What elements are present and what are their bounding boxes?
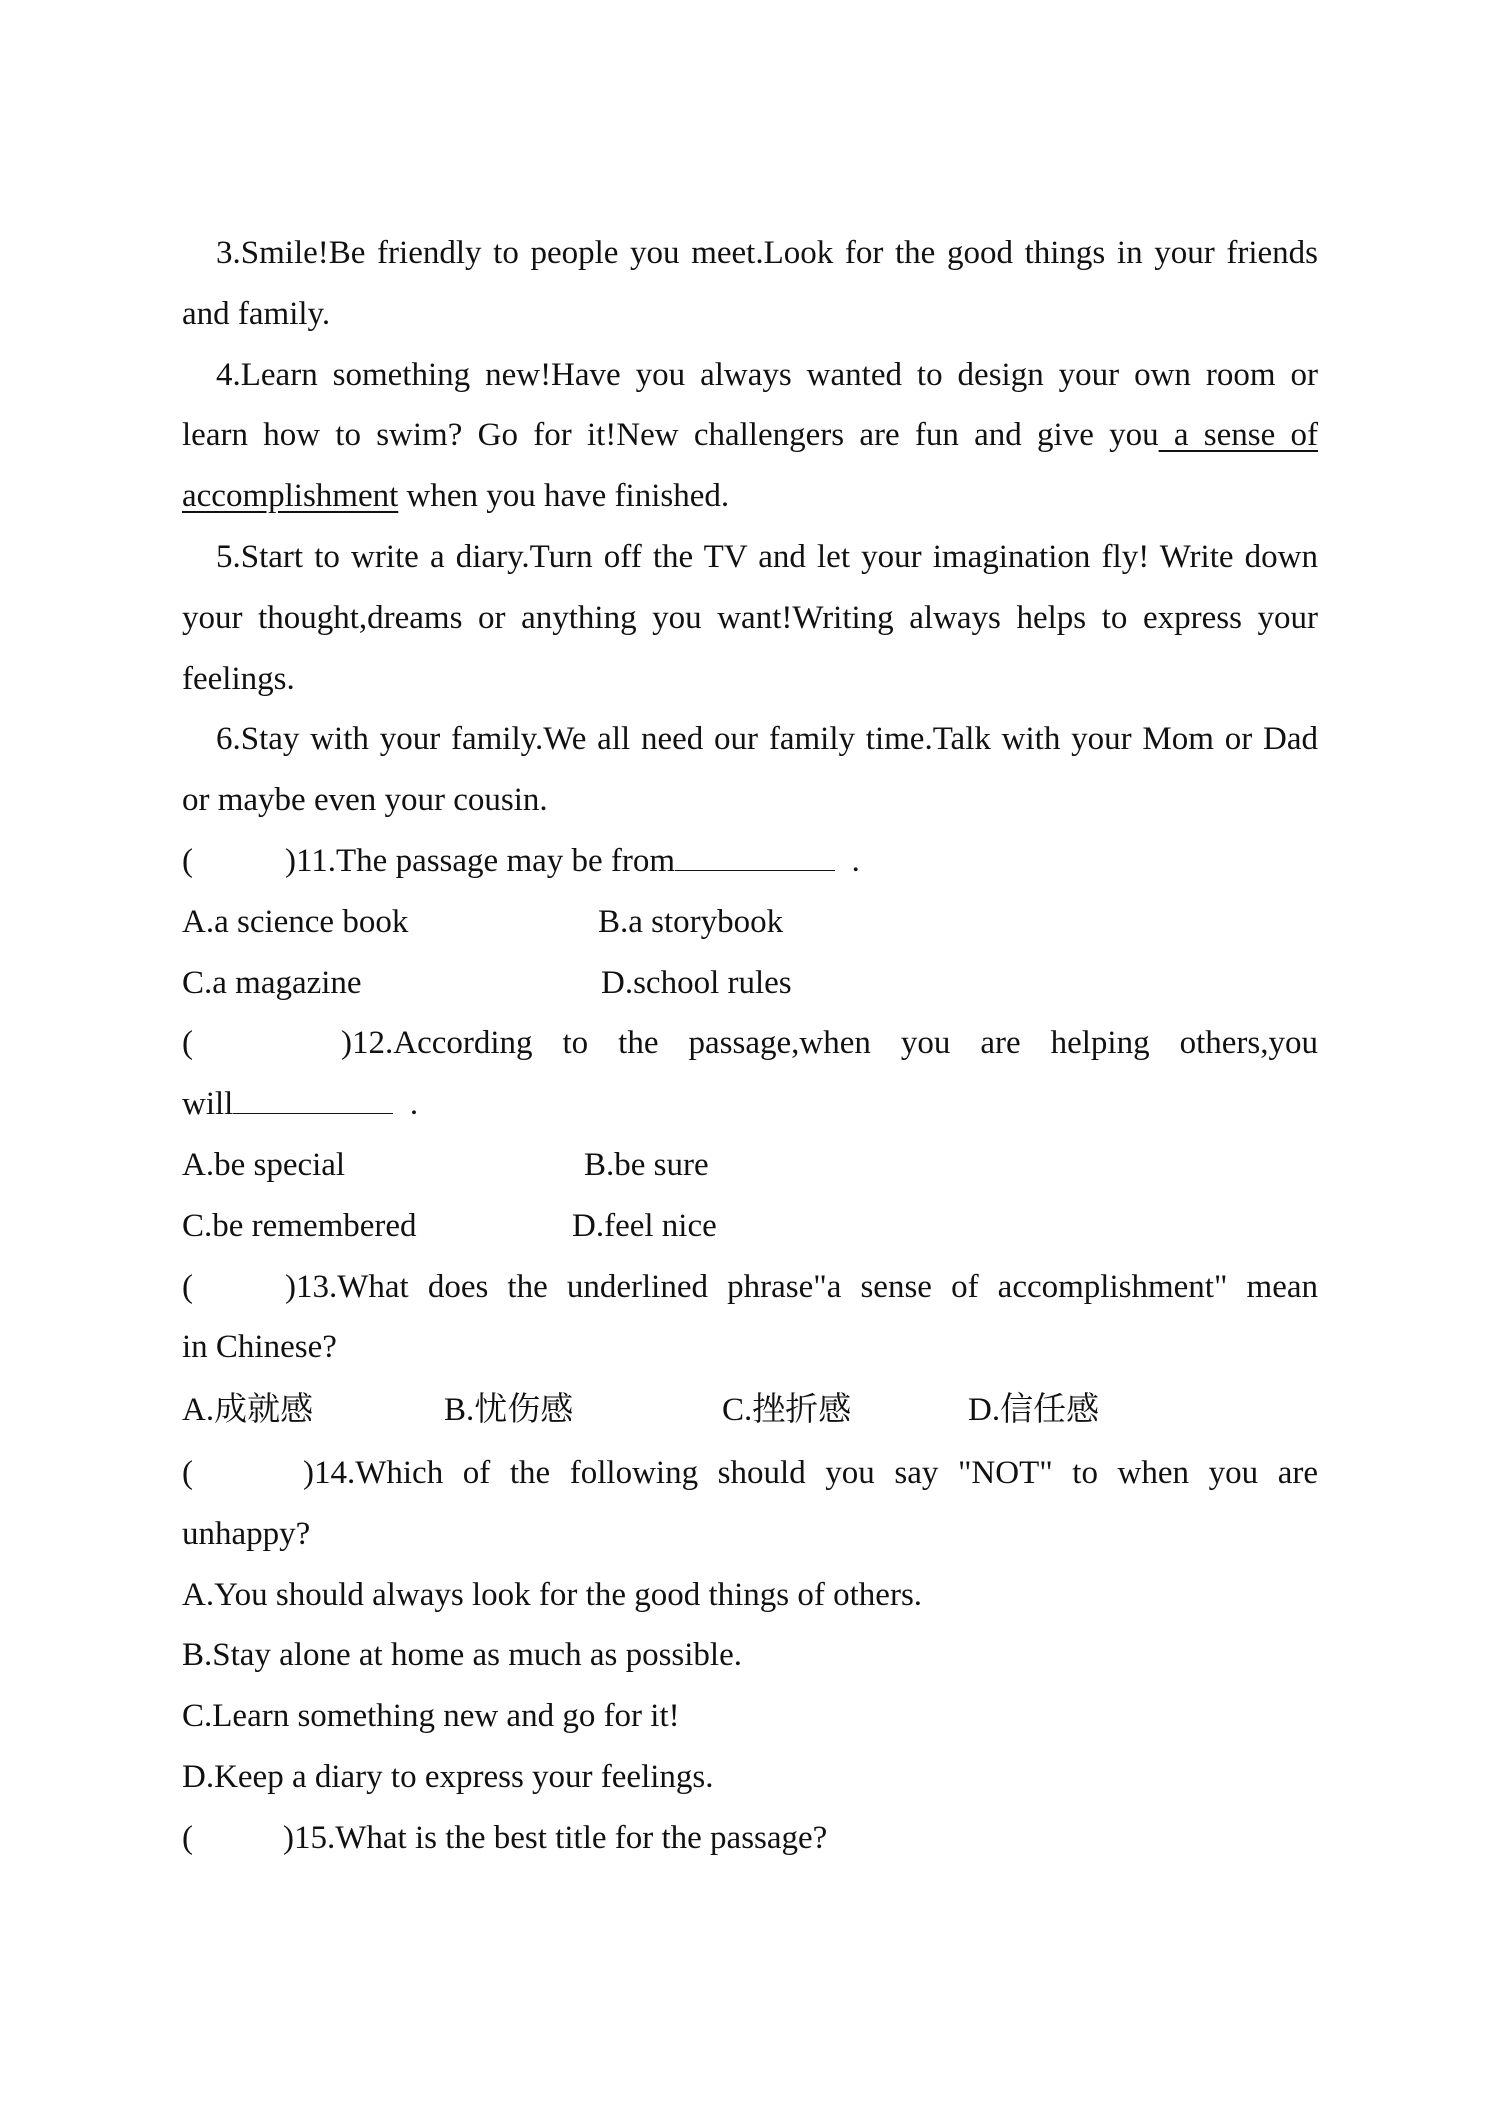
question-12-options-row-2	[182, 1196, 1318, 1257]
answer-bracket-12: (	[182, 1025, 193, 1062]
option-11-d: D.school rules	[601, 964, 792, 1001]
option-12-c: C.be remembered	[182, 1207, 417, 1244]
paragraph-3: 3.Smile!Be friendly to people you meet.Look for the good things in your friends and family.	[182, 235, 1318, 332]
option-14-a: A.You should always look for the good things of others.	[182, 1576, 923, 1613]
question-13	[182, 1257, 1318, 1318]
paragraph-4-end: when you have finished.	[398, 478, 730, 515]
question-11-end: .	[851, 842, 860, 879]
paragraph-4-start: 4.Learn something new!Have you always wanted to design your own room or learn how to swim? Go for it!New challengers are fun and give you	[182, 356, 1318, 454]
option-12-b: B.be sure	[584, 1146, 709, 1183]
question-12	[182, 1013, 1318, 1074]
option-11-a: A.a science book	[182, 903, 409, 940]
option-12-a: A.be special	[182, 1146, 346, 1183]
question-14-text: )14.Which of the following should you say "NOT" to when you are	[303, 1454, 1318, 1491]
option-14-c: C.Learn something new and go for it!	[182, 1698, 680, 1735]
question-13-text-2: in Chinese?	[182, 1329, 337, 1366]
option-11-c: C.a magazine	[182, 964, 362, 1001]
option-13-d: D.信任感	[968, 1392, 1100, 1429]
option-13-b: B.忧伤感	[444, 1392, 574, 1429]
question-15	[182, 1808, 1318, 1869]
answer-bracket-11: (	[182, 842, 193, 879]
answer-blank-12[interactable]	[233, 1085, 393, 1114]
question-12-options-row-1	[182, 1135, 1318, 1196]
option-11-b: B.a storybook	[598, 903, 784, 940]
option-14-d: D.Keep a diary to express your feelings.	[182, 1758, 714, 1795]
question-13-line-2	[182, 1317, 1318, 1378]
question-11	[182, 831, 1318, 892]
paragraph-4	[182, 345, 1318, 527]
question-13-options	[182, 1378, 1318, 1439]
option-13-c: C.挫折感	[722, 1392, 852, 1429]
option-13-a: A.成就感	[182, 1392, 314, 1429]
paragraph-6: 6.Stay with your family.We all need our family time.Talk with your Mom or Dad or maybe even your cousin.	[182, 721, 1318, 819]
worksheet-page	[182, 223, 1318, 1869]
question-12-text-2: will	[182, 1086, 234, 1123]
underlined-phrase: a sense of accomplishment	[182, 417, 1318, 515]
answer-blank-11[interactable]	[675, 842, 835, 871]
question-11-options-row-1	[182, 892, 1318, 953]
question-15-text: )15.What is the best title for the passage?	[283, 1819, 828, 1856]
question-14	[182, 1443, 1318, 1504]
question-13-text: )13.What does the underlined phrase"a sense of accomplishment" mean	[285, 1268, 1318, 1305]
question-12-end: .	[409, 1086, 419, 1123]
question-12-line-2	[182, 1074, 1318, 1135]
question-14-text-2: unhappy?	[182, 1515, 311, 1552]
answer-bracket-14: (	[182, 1454, 193, 1491]
paragraph-5: 5.Start to write a diary.Turn off the TV and let your imagination fly! Write down your thought,dreams or anything you want!Writing always helps to express your feelings.	[182, 538, 1318, 697]
question-11-options-row-2	[182, 953, 1318, 1014]
option-12-d: D.feel nice	[572, 1207, 717, 1244]
answer-bracket-15: (	[182, 1819, 193, 1856]
question-11-text: )11.The passage may be from	[285, 842, 676, 879]
option-14-b: B.Stay alone at home as much as possible.	[182, 1637, 742, 1674]
question-14-line-2	[182, 1504, 1318, 1565]
question-12-text: )12.According to the passage,when you are helping others,you	[341, 1025, 1318, 1062]
answer-bracket-13: (	[182, 1268, 193, 1305]
